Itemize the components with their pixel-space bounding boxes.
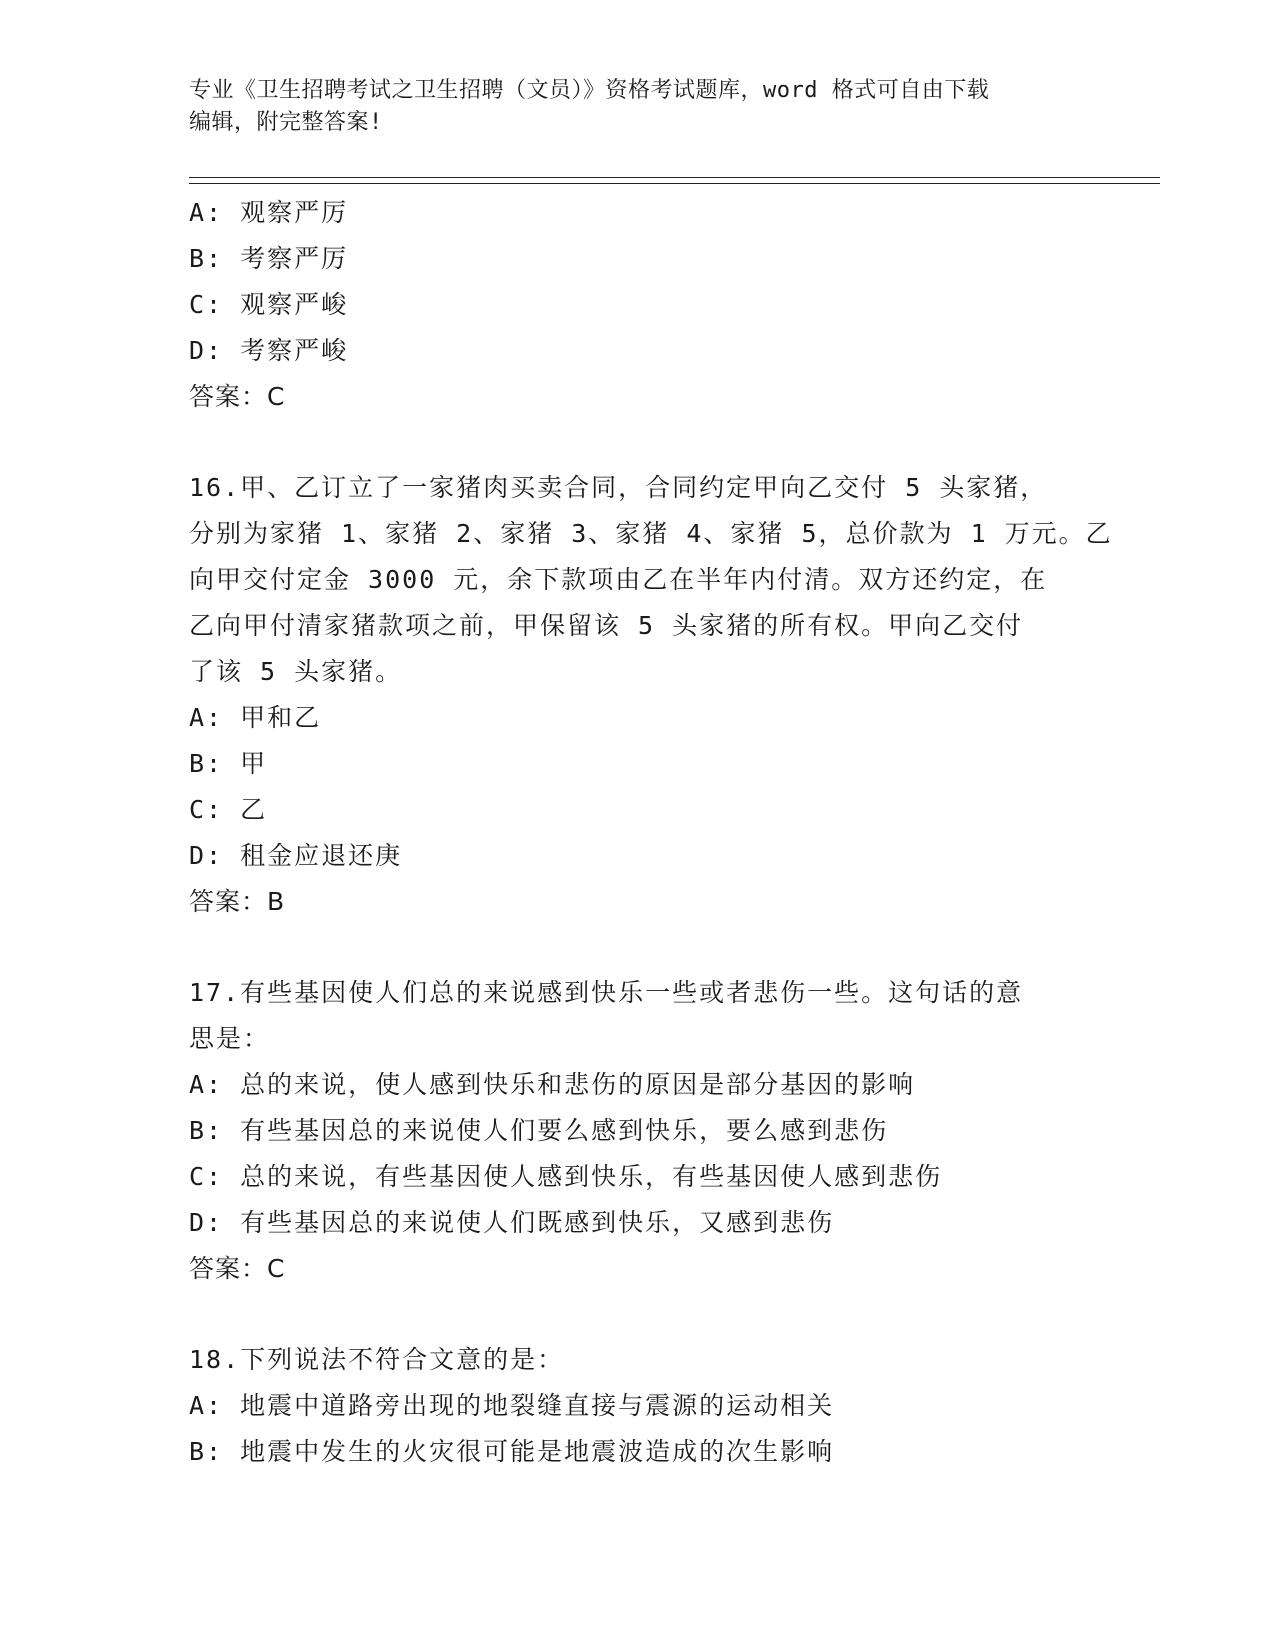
option-a: A: 观察严厉 [189, 198, 349, 227]
option-b: B: 有些基因总的来说使人们要么感到快乐，要么感到悲伤 [189, 1116, 889, 1145]
option-a: A: 地震中道路旁出现的地裂缝直接与震源的运动相关 [189, 1391, 835, 1420]
question-stem-line: 18.下列说法不符合文意的是： [189, 1345, 565, 1374]
question-stem-line: 向甲交付定金 3000 元，余下款项由乙在半年内付清。双方还约定，在 [189, 565, 1048, 594]
option-b: B: 考察严厉 [189, 244, 349, 273]
question-stem-line: 乙向甲付清家猪款项之前，甲保留该 5 头家猪的所有权。甲向乙交付 [189, 611, 1024, 640]
answer: 答案：C [189, 1254, 286, 1283]
option-d: D: 考察严峻 [189, 336, 349, 365]
option-c: C: 乙 [189, 795, 268, 824]
question-16 [189, 465, 1113, 925]
option-a: A: 总的来说，使人感到快乐和悲伤的原因是部分基因的影响 [189, 1070, 916, 1099]
option-d: D: 租金应退还庚 [189, 841, 403, 870]
spacer [189, 1292, 1089, 1337]
header-line-2: 编辑，附完整答案! [189, 110, 383, 135]
question-15 [189, 190, 1089, 420]
document-header [189, 75, 1069, 139]
option-c: C: 观察严峻 [189, 290, 349, 319]
question-stem-line: 17.有些基因使人们总的来说感到快乐一些或者悲伤一些。这句话的意 [189, 978, 1024, 1007]
answer: 答案：C [189, 382, 286, 411]
question-stem-line: 16.甲、乙订立了一家猪肉买卖合同，合同约定甲向乙交付 5 头家猪， [189, 473, 1048, 502]
question-stem-line: 思是： [189, 1024, 271, 1053]
option-b: B: 甲 [189, 749, 268, 778]
option-b: B: 地震中发生的火灾很可能是地震波造成的次生影响 [189, 1437, 835, 1466]
spacer [189, 925, 1089, 970]
header-divider-top [189, 177, 1160, 178]
answer: 答案：B [189, 887, 286, 916]
spacer [189, 420, 1089, 465]
question-list [189, 190, 1113, 1475]
option-c: C: 总的来说，有些基因使人感到快乐，有些基因使人感到悲伤 [189, 1162, 943, 1191]
question-stem-line: 分别为家猪 1、家猪 2、家猪 3、家猪 4、家猪 5，总价款为 1 万元。乙 [189, 519, 1113, 548]
question-18 [189, 1337, 1089, 1475]
option-d: D: 有些基因总的来说使人们既感到快乐，又感到悲伤 [189, 1208, 835, 1237]
header-divider-bottom [189, 183, 1160, 184]
header-line-1: 专业《卫生招聘考试之卫生招聘（文员）》资格考试题库，word 格式可自由下载 [189, 78, 990, 103]
question-17 [189, 970, 1089, 1292]
option-a: A: 甲和乙 [189, 703, 322, 732]
question-stem-line: 了该 5 头家猪。 [189, 657, 403, 686]
